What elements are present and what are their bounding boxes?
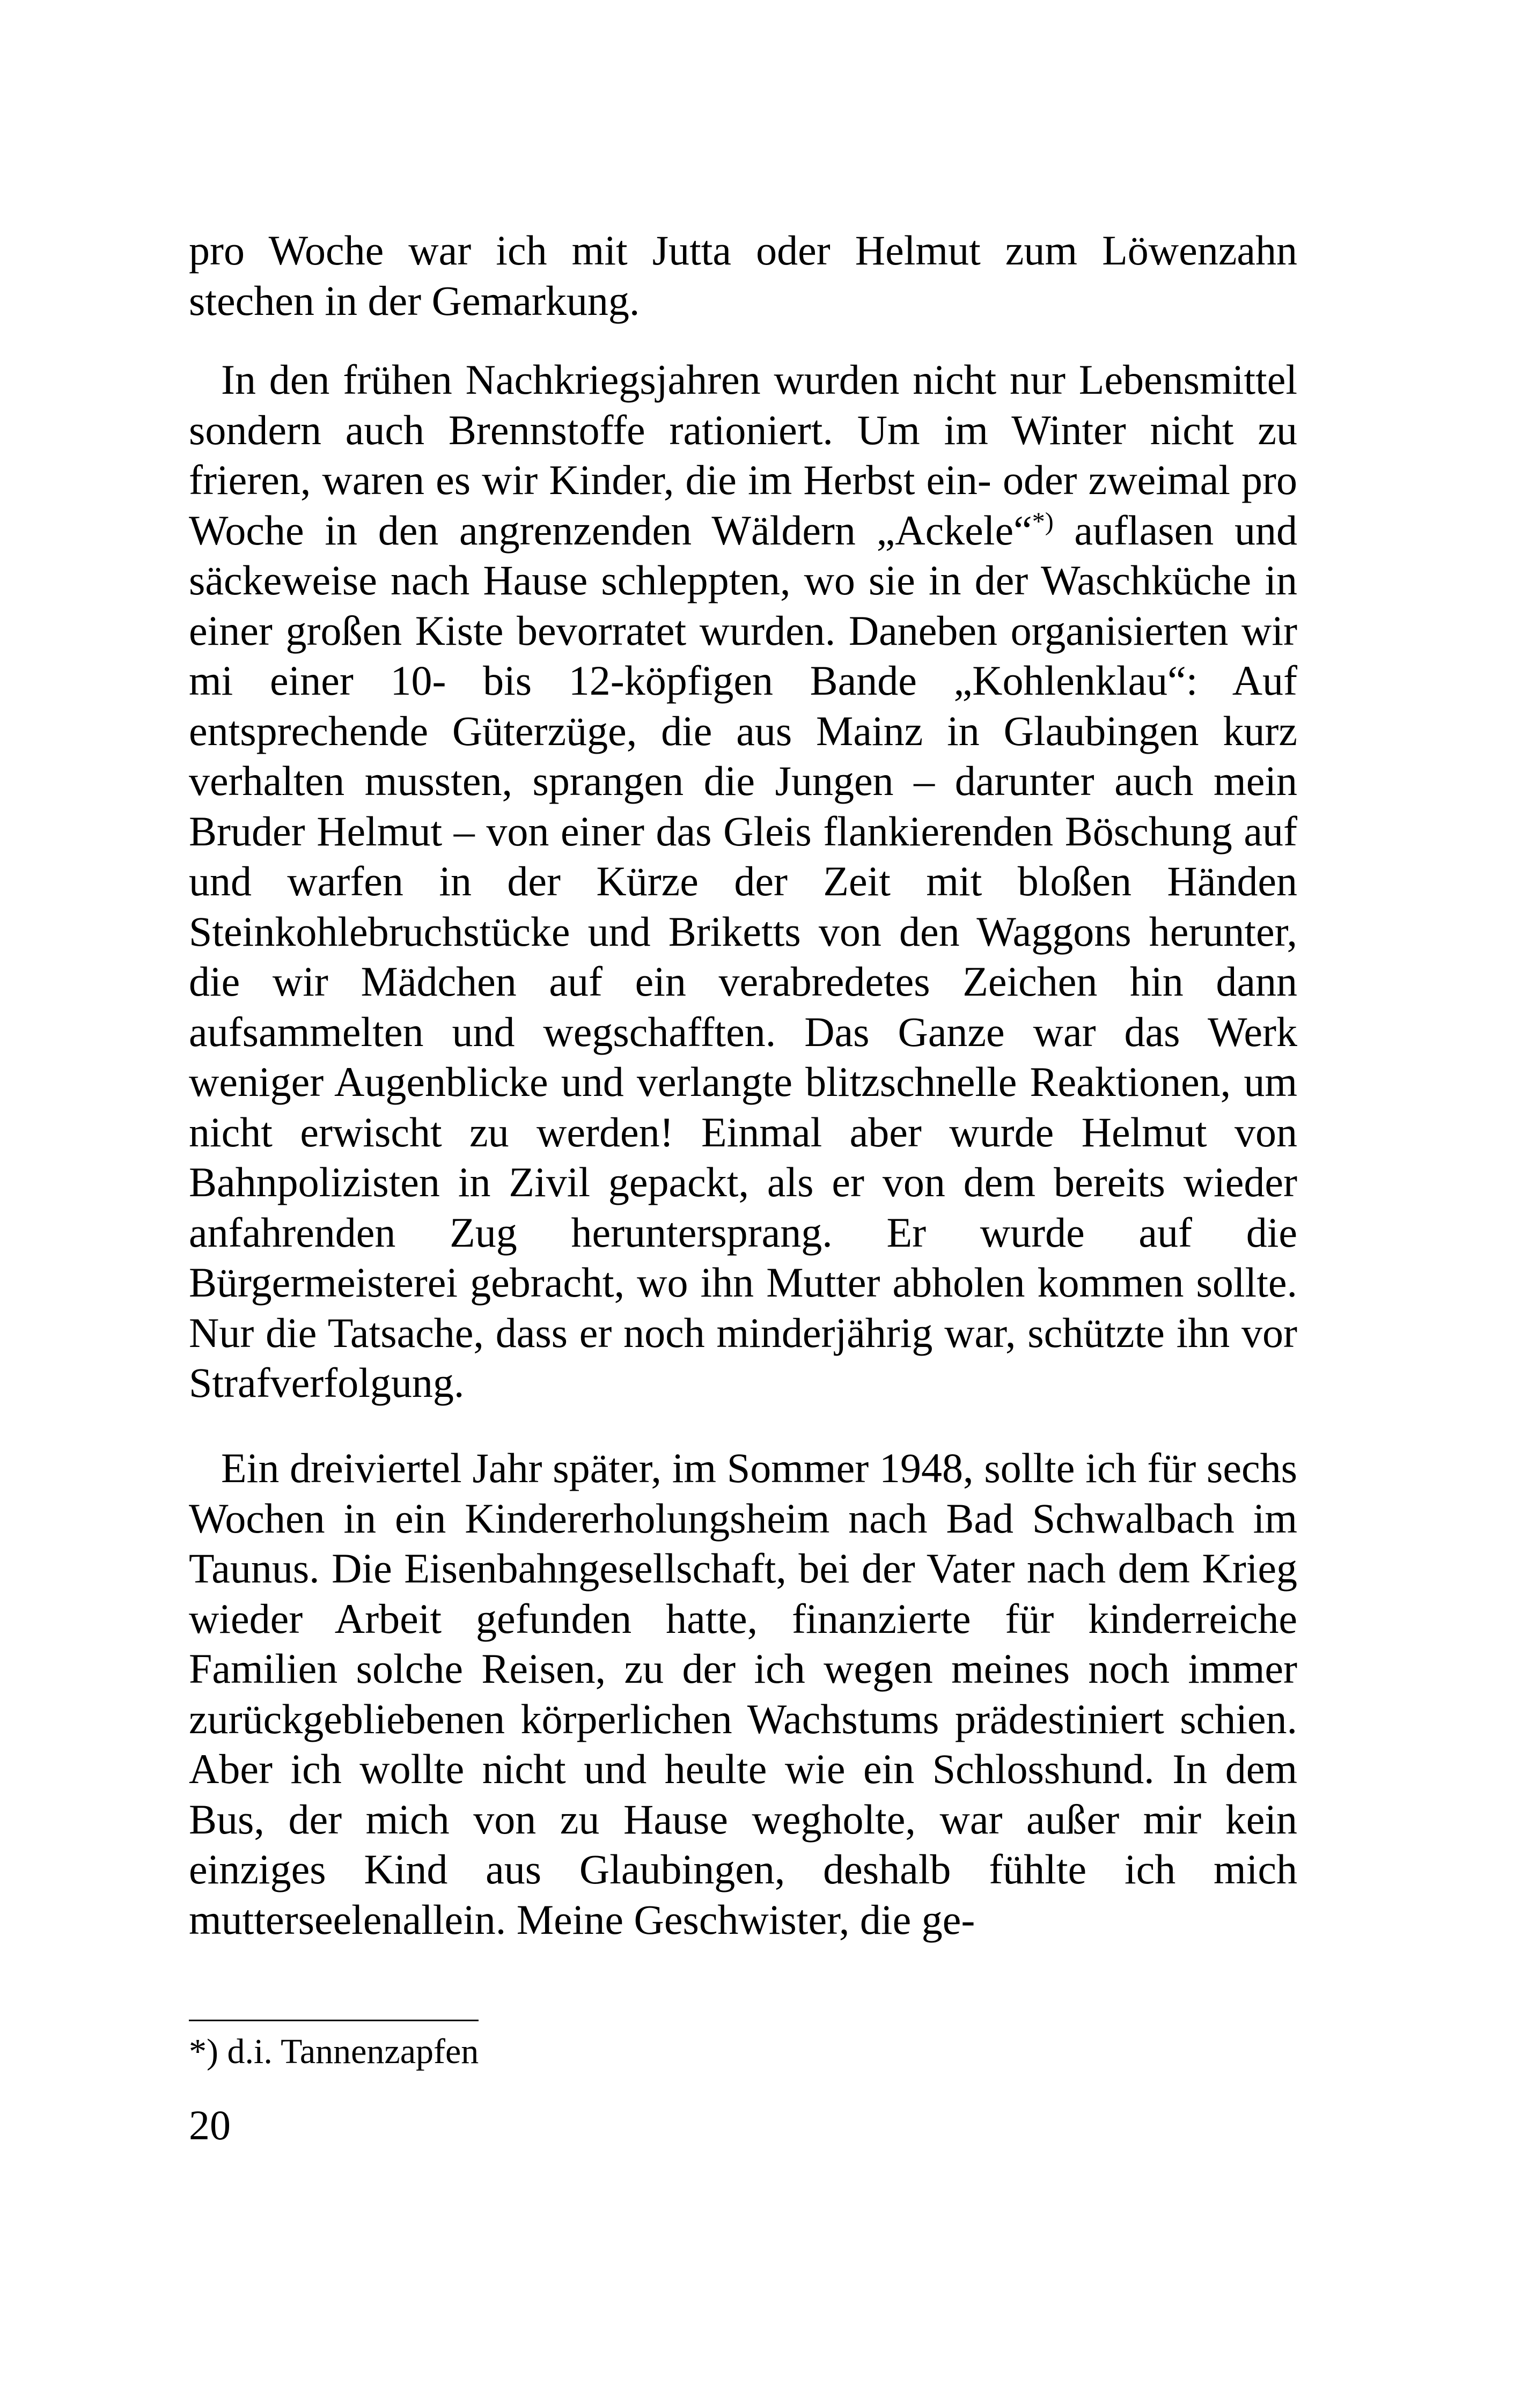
footnote-divider [189, 2020, 479, 2021]
paragraph-2 [189, 355, 1297, 1408]
paragraph-1 [189, 225, 1297, 326]
paragraph-2-text-after-ref: auflasen und säckeweise nach Hause schleppten, wo sie in der Waschküche in einer großen Kiste bevorratet wurden. Daneben organisierten wir mi einer 10- bis 12-köpfigen Bande „Kohlenklau“: Auf entsprechende Güterzüge, die aus Mainz in Glaubingen kurz verhalten mussten, sprangen die Jungen – darunter auch mein Bruder Helmut – von einer das Gleis flankierenden Böschung auf und warfen in der Kürze der Zeit mit bloßen Händen Steinkohlebruchstücke und Briketts von den Waggons herunter, die wir Mädchen auf ein verabredetes Zeichen hin dann aufsammelten und wegschafften. Das Ganze war das Werk weniger Augenblicke und verlangte blitzschnelle Reaktionen, um nicht erwischt zu werden! Einmal aber wurde Helmut von Bahnpolizisten in Zivil gepackt, als er von dem bereits wieder anfahrenden Zug heruntersprang. Er wurde auf die Bürgermeisterei gebracht, wo ihn Mutter abholen kommen sollte. Nur die Tatsache, dass er noch minderjährig war, schützte ihn vor Strafverfolgung. [189, 506, 1297, 1406]
footnote: *) d.i. Tannenzapfen [189, 2032, 479, 2071]
paragraph-1-text: pro Woche war ich mit Jutta oder Helmut zum Löwenzahn stechen in der Gemarkung. [189, 227, 1297, 324]
page-number: 20 [189, 2102, 231, 2148]
paragraph-3 [189, 1443, 1297, 1945]
paragraph-3-text: Ein dreiviertel Jahr später, im Sommer 1948, sollte ich für sechs Wochen in ein Kindererholungsheim nach Bad Schwalbach im Taunus. Die Eisenbahngesellschaft, bei der Vater nach dem Krieg wieder Arbeit gefunden hatte, finanzierte für kinderreiche Familien solche Reisen, zu der ich wegen meines noch immer zurückgebliebenen körperlichen Wachstums prädestiniert schien. Aber ich wollte nicht und heulte wie ein Schlosshund. In dem Bus, der mich von zu Hause wegholte, war außer mir kein einziges Kind aus Glaubingen, deshalb fühlte ich mich mutterseelenallein. Meine Geschwister, die ge- [189, 1445, 1297, 1943]
paragraph-2-text-before-ref: In den frühen Nachkriegsjahren wurden nicht nur Lebensmittel sondern auch Brennstoffe rationiert. Um im Winter nicht zu frieren, waren es wir Kinder, die im Herbst ein- oder zweimal pro Woche in den angrenzenden Wäldern „Ackele“ [189, 356, 1297, 554]
footnote-reference: *) [1032, 507, 1054, 536]
